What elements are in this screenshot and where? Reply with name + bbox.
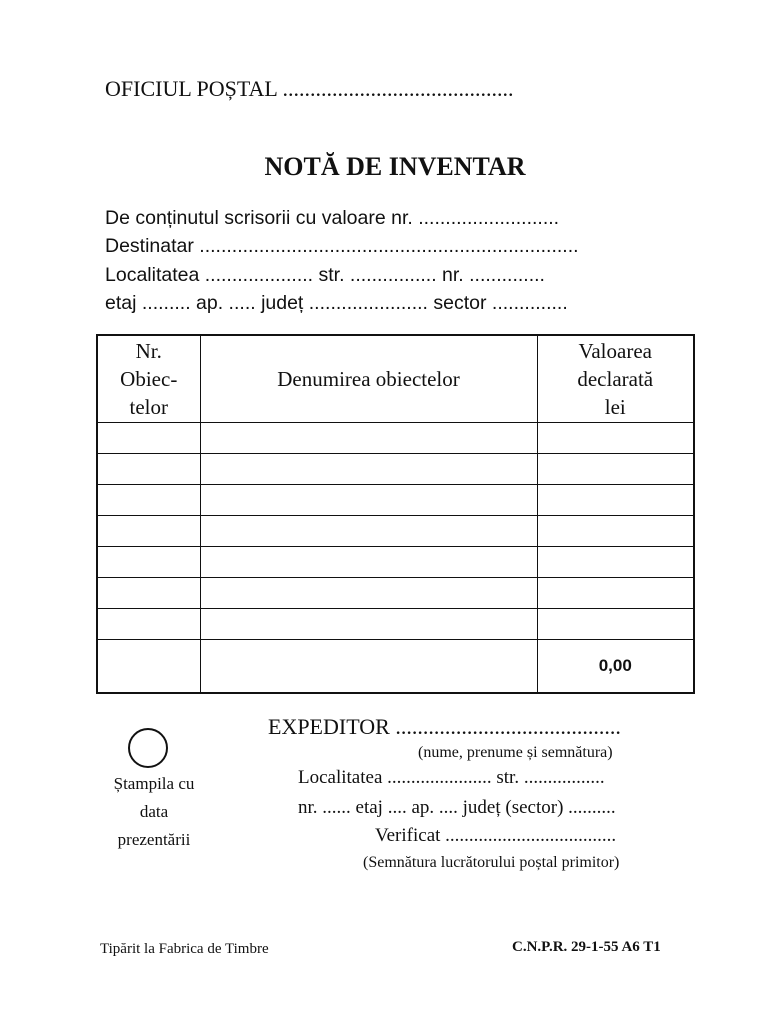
- cell-valoare[interactable]: [537, 547, 694, 578]
- header-denumire: Denumirea obiectelor: [200, 335, 537, 423]
- letter-number-line: De conținutul scrisorii cu valoare nr. ..........................: [105, 207, 560, 229]
- cell-denumire[interactable]: [200, 609, 537, 640]
- stamp-caption-line-1: Ștampila cu: [113, 774, 195, 793]
- header-valoare: [537, 335, 694, 423]
- postal-office-line: OFICIUL POȘTAL ..........................................: [105, 76, 514, 101]
- table-row: [97, 516, 694, 547]
- cell-nr[interactable]: [97, 423, 200, 454]
- cell-denumire[interactable]: [200, 578, 537, 609]
- locality-line: Localitatea .................... str. ................ nr. ..............: [105, 264, 545, 286]
- cell-nr[interactable]: [97, 578, 200, 609]
- total-value: 0,00: [537, 640, 694, 694]
- sender-address-line: nr. ...... etaj .... ap. .... județ (sector) ..........: [298, 797, 616, 818]
- total-cell-denumire: [200, 640, 537, 694]
- cell-valoare[interactable]: [537, 578, 694, 609]
- cell-valoare[interactable]: [537, 609, 694, 640]
- header-valoare-line-1: Valoarea: [578, 339, 652, 363]
- cell-denumire[interactable]: [200, 547, 537, 578]
- cell-nr[interactable]: [97, 454, 200, 485]
- stamp-circle-icon: [128, 728, 168, 768]
- cell-nr[interactable]: [97, 547, 200, 578]
- table-row: [97, 454, 694, 485]
- cell-nr[interactable]: [97, 485, 200, 516]
- header-nr-line-1: Nr.: [135, 339, 162, 363]
- total-cell-nr: [97, 640, 200, 694]
- verified-note: (Semnătura lucrătorului poștal primitor): [363, 854, 620, 871]
- stamp-caption: [90, 770, 218, 854]
- table-row: [97, 578, 694, 609]
- total-row: [97, 640, 694, 694]
- inventory-table: [96, 334, 695, 694]
- sender-note: (nume, prenume și semnătura): [418, 744, 613, 761]
- table-row: [97, 547, 694, 578]
- cell-nr[interactable]: [97, 516, 200, 547]
- header-valoare-line-3: lei: [604, 395, 626, 419]
- cell-valoare[interactable]: [537, 423, 694, 454]
- inventory-table-header: [97, 335, 694, 423]
- stamp-caption-line-3: prezentării: [117, 830, 191, 849]
- cell-denumire[interactable]: [200, 454, 537, 485]
- printer-note: Tipărit la Fabrica de Timbre: [100, 941, 269, 957]
- cell-denumire[interactable]: [200, 485, 537, 516]
- cell-valoare[interactable]: [537, 485, 694, 516]
- verified-line: Verificat ....................................: [375, 825, 617, 846]
- recipient-line: Destinatar ......................................................................: [105, 235, 579, 257]
- table-row: [97, 423, 694, 454]
- table-row: [97, 609, 694, 640]
- stamp-caption-line-2: data: [139, 802, 169, 821]
- document-title: NOTĂ DE INVENTAR: [264, 152, 526, 181]
- sender-locality-line: Localitatea ...................... str. .................: [298, 767, 605, 788]
- cell-valoare[interactable]: [537, 516, 694, 547]
- cell-nr[interactable]: [97, 609, 200, 640]
- cell-denumire[interactable]: [200, 516, 537, 547]
- form-code: C.N.P.R. 29-1-55 A6 T1: [512, 939, 661, 955]
- header-valoare-line-2: declarată: [577, 367, 654, 391]
- cell-denumire[interactable]: [200, 423, 537, 454]
- header-nr-obiectelor: [97, 335, 200, 423]
- header-nr-line-3: telor: [129, 395, 168, 419]
- header-nr-line-2: Obiec-: [120, 367, 178, 391]
- address-details-line: etaj ......... ap. ..... județ ...................... sector ..............: [105, 292, 568, 314]
- table-row: [97, 485, 694, 516]
- sender-line: EXPEDITOR .........................................: [268, 714, 621, 739]
- cell-valoare[interactable]: [537, 454, 694, 485]
